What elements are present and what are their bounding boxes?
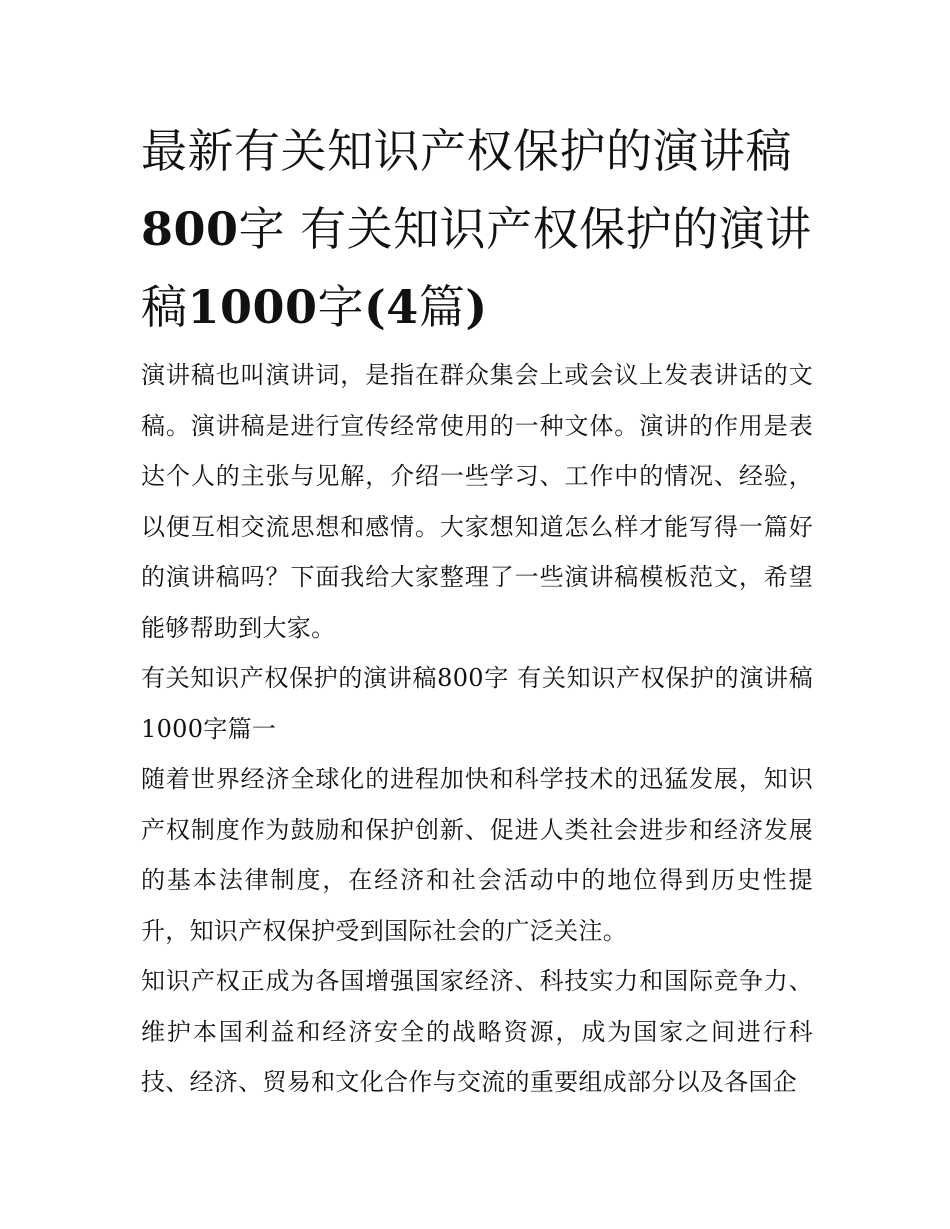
document-title: 最新有关知识产权保护的演讲稿800字 有关知识产权保护的演讲稿1000字(4篇) (141, 124, 812, 334)
intro-paragraph: 演讲稿也叫演讲词，是指在群众集会上或会议上发表讲话的文稿。演讲稿是进行宣传经常使用的一种文体。演讲的作用是表达个人的主张与见解，介绍一些学习、工作中的情况、经验，以便互相交流思想和感情。大家想知道怎么样才能写得一篇好的演讲稿吗？下面我给大家整理了一些演讲稿模板范文，希望能够帮助到大家。 (141, 361, 813, 642)
section-heading: 有关知识产权保护的演讲稿800字 有关知识产权保护的演讲稿1000字篇一 (141, 664, 813, 743)
body-paragraph-2: 知识产权正成为各国增强国家经济、科技实力和国际竞争力、维护本国利益和经济安全的战略资源，成为国家之间进行科技、经济、贸易和文化合作与交流的重要组成部分以及各国企 (141, 967, 813, 1096)
document-page (141, 112, 813, 1108)
body-paragraph-1: 随着世界经济全球化的进程加快和科学技术的迅猛发展，知识产权制度作为鼓励和保护创新、促进人类社会进步和经济发展的基本法律制度，在经济和社会活动中的地位得到历史性提升，知识产权保护受到国际社会的广泛关注。 (141, 765, 813, 945)
